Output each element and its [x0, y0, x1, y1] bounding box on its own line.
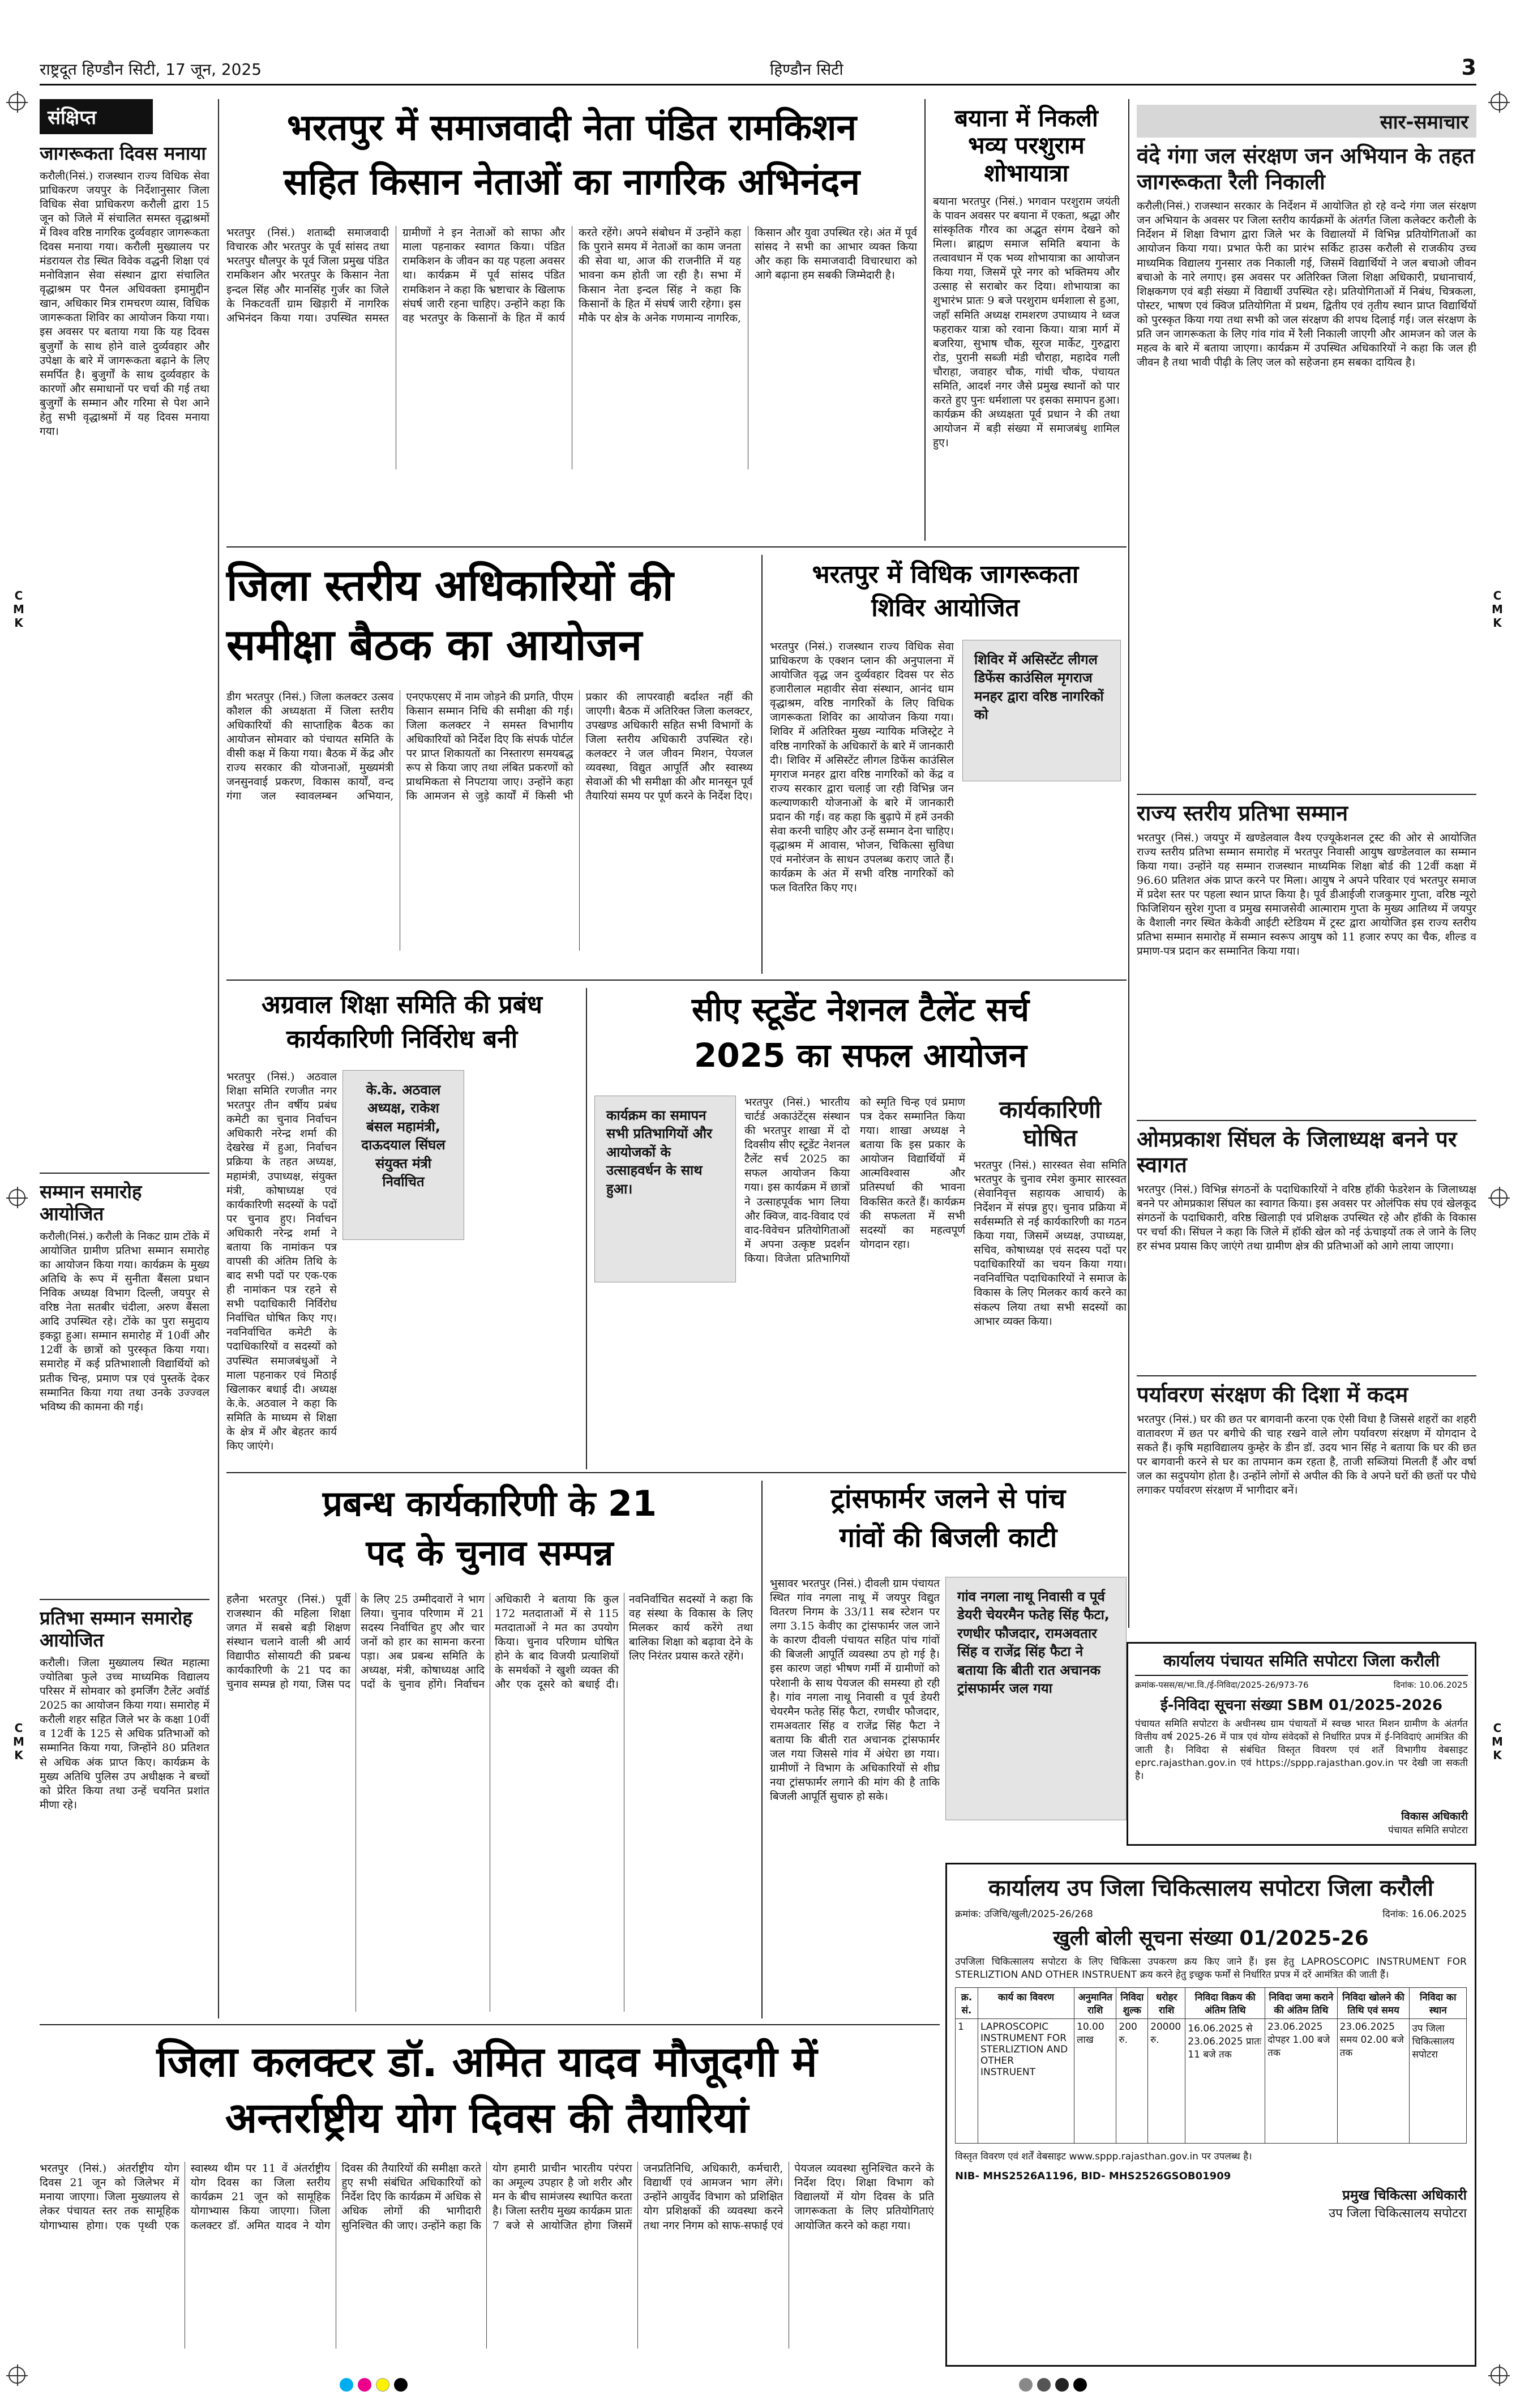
- row-rule: [226, 980, 1127, 981]
- table-cell: 23.06.2025 दोपहर 1.00 बजे तक: [1265, 2018, 1337, 2143]
- paryavaran-body: भरतपुर (निसं.) घर की छत पर बागवानी करना एक ऐसी विधा है जिससे शहरों का शहरी वातावरण में छत पर बगीचे की चाह रखने वाले लोग पर्यावरण संरक्षण में योगदान दे सकते हैं। कृषि महाविद्यालय कुम्हेर के डीन डॉ. उदय भान सिंह ने बताया कि घर की छत पर बागवानी करने से घर का तापमान कम रहता है, ताजी सब्जियां मिलती हैं और वर्षा जल का सदुपयोग होता है। उन्होंने लोगों से अपील की कि वे अपने घरों की छतों पर पौधे लगाकर पर्यावरण संरक्षण में भागीदार बनें।: [1137, 1413, 1476, 1496]
- ca-headline-line2: 2025 का सफल आयोजन: [694, 1036, 1027, 1075]
- yoga-headline-line1: जिला कलक्टर डॉ. अमित यादव मौजूदगी में: [156, 2038, 817, 2086]
- table-cell: 1: [956, 2018, 978, 2143]
- col-header: धरोहर राशि: [1148, 1987, 1185, 2018]
- page-number: 3: [1461, 55, 1476, 80]
- divider: [1137, 794, 1476, 795]
- legal-quote-box: शिविर में असिस्टेंट लीगल डिफेंस काउंसिल मृगराज मनहर द्वारा वरिष्ठ नागरिकों को: [962, 640, 1121, 781]
- agrawal-body-cont: [342, 1251, 577, 1455]
- color-dot: [1019, 2378, 1033, 2392]
- agrawal-headline-line2: कार्यकारिणी निर्विरोध बनी: [286, 1024, 518, 1054]
- col-header: निविदा खोलने की तिथि एवं समय: [1337, 1987, 1410, 2018]
- column-rule: [586, 988, 587, 1469]
- election-headline-line1: प्रबन्ध कार्यकारिणी के 21: [322, 1483, 657, 1524]
- cmk-marks-left-lower: C M K: [13, 1721, 24, 1762]
- hospital-date: दिनांक: 16.06.2025: [1382, 1909, 1467, 1920]
- legal-headline-line2: शिविर आयोजित: [871, 593, 1020, 622]
- table-header-row: [956, 1987, 1467, 2018]
- lead-body: भरतपुर (निसं.) शताब्दी समाजवादी विचारक और भरतपुर के पूर्व सांसद तथा भरतपुर धौलपुर के पूर्व जिला प्रमुख पंडित रामकिशन और भरतपुर के किसान नेता इन्दल सिंह और मानसिंह गुर्जर का जिले के निकटवर्ती ग्राम खिड़ारी में नागरिक अभिनंदन किया गया। उपस्थित समस्त ग्रामीणों ने इन नेताओं को साफा और माला पहनाकर स्वागत किया। पंडित रामकिशन के जीवन का यह पहला अवसर था। कार्यक्रम में पूर्व सांसद पंडित रामकिशन ने कहा कि भ्रष्टाचार के खिलाफ संघर्ष जारी रहना चाहिए। उन्होंने कहा कि वह भरतपुर के किसानों के हित में कार्य करते रहेंगे। अपने संबोधन में उन्होंने कहा कि पुराने समय में नेताओं का काम जनता की सेवा था, आज की राजनीति में यह भावना कम होती जा रही है। सभा में किसान नेता इन्दल सिंह ने कहा कि किसानों के हित में संघर्ष जारी रहेगा। इस मौके पर क्षेत्र के अनेक गणमान्य नागरिक, किसान और युवा उपस्थित रहे। अंत में पूर्व सांसद ने सभी का आभार व्यक्त किया और कहा कि समाजवादी विचारधारा को आगे बढ़ाना हम सबकी जिम्मेदारी है।: [226, 226, 917, 324]
- karyakarini-headline: कार्यकारिणी घोषित: [999, 1096, 1101, 1152]
- column-rule: [1128, 99, 1129, 1628]
- divider: [40, 1599, 209, 1600]
- cmk-marks-right-lower: C M K: [1492, 1721, 1503, 1762]
- pratibha-body: भरतपुर (निसं.) जयपुर में खण्डेलवाल वैश्य एज्यूकेशनल ट्रस्ट की ओर से आयोजित राज्य स्तरीय प्रतिभा सम्मान समारोह में भरतपुर निवासी आयुष खण्डेलवाल का सम्मान किया गया। उन्होंने यह सम्मान राजस्थान माध्यमिक शिक्षा बोर्ड की 12वीं कक्षा में 96.60 प्रतिशत अंक प्राप्त करने पर मिला। आयुष ने अपने परिवार एवं भरतपुर समाज में प्रदेश स्तर पर पहला स्थान प्राप्त किया है। पूर्व डीआईजी राजकुमार गुप्ता, वरिष्ठ न्यूरो फिजिशियन सुरेश गुप्ता व प्रमुख समाजसेवी आत्माराम गुप्ता के मुख्य आतिथ्य में जयपुर के वैशाली नगर स्थित केकेवी आईटी स्टेडियम में ट्रस्ट द्वारा आयोजित इस राज्य स्तरीय प्रतिभा सम्मान समारोह में सम्मान स्वरूप आयुष को 11 हजार रुपए का चैक, शील्ड व प्रमाण-पत्र प्रदान कर सम्मानित किया गया।: [1137, 831, 1476, 958]
- color-dot: [1037, 2378, 1051, 2392]
- col-header: निविदा शुल्क: [1116, 1987, 1148, 2018]
- registration-mark-icon: [8, 2367, 25, 2384]
- panchayat-office: कार्यालय पंचायत समिति सपोटरा जिला करौली: [1135, 1649, 1468, 1676]
- review-headline-line2: समीक्षा बैठक का आयोजन: [226, 619, 643, 670]
- row-rule: [226, 1472, 1127, 1473]
- hospital-office: कार्यालय उप जिला चिकित्सालय सपोटरा जिला करौली: [988, 1875, 1434, 1901]
- cmk-marks-right: C M K: [1492, 589, 1503, 630]
- hospital-notice: खुली बोली सूचना संख्या 01/2025-26: [1053, 1927, 1369, 1950]
- election-body: हलैना भरतपुर (निसं.) पूर्वी राजस्थान की महिला शिक्षा जगत में सबसे बड़ी शिक्षण संस्थान चलाने वाली श्री आर्य विद्यापीठ सोसायटी की प्रबन्ध कार्यकारिणी के 21 पद का चुनाव सम्पन्न हो गया, जिस पद के लिए 25 उम्मीदवारों ने भाग लिया। चुनाव परिणाम में 21 सदस्य निर्वाचित हुए और चार जनों को हार का सामना करना पड़ा। अब प्रबन्ध समिति के अध्यक्ष, मंत्री, कोषाध्यक्ष आदि पदों के चुनाव होंगे। निर्वाचन अधिकारी ने बताया कि कुल 172 मतदाताओं में से 115 मतदाताओं ने मत का उपयोग किया। चुनाव परिणाम घोषित होने के बाद विजयी प्रत्याशियों के समर्थकों ने खुशी व्यक्त की और एक दूसरे को बधाई दी। नवनिर्वाचित सदस्यों ने कहा कि वह संस्था के विकास के लिए मिलकर कार्य करेंगे तथा बालिका शिक्षा को बढ़ावा देने के लिए निरंतर प्रयास करते रहेंगे।: [226, 1593, 753, 1691]
- singhal-body: भरतपुर (निसं.) विभिन्न संगठनों के पदाधिकारियों ने वरिष्ठ हॉकी फेडरेशन के जिलाध्यक्ष बनने पर ओमप्रकाश सिंघल का स्वागत किया। इस अवसर पर ओलंपिक संघ एवं खेलकूद संगठनों के पदाधिकारी, वरिष्ठ खिलाड़ी एवं प्रशिक्षक उपस्थित रहे और हॉकी के विकास पर चर्चा की। सिंघल ने कहा कि जिले में हॉकी खेल को नई ऊंचाइयों तक ले जाने के लिए हर संभव प्रयास किए जाएंगे तथा ग्रामीण क्षेत्र की प्रतिभाओं को आगे लाया जाएगा।: [1137, 1183, 1476, 1253]
- parshuram-story: [933, 105, 1120, 546]
- ca-body: भरतपुर (निसं.) भारतीय चार्टर्ड अकाउंटेंट्स संस्थान की भरतपुर शाखा में दो दिवसीय सीए स्टूडेंट नेशनल टैलेंट सर्च 2025 का सफल आयोजन किया गया। इस कार्यक्रम में छात्रों ने उत्साहपूर्वक भाग लिया और क्विज, वाद-विवाद एवं वाद-विवेचन प्रतियोगिताओं में अपना उत्कृष्ट प्रदर्शन किया। विजेता प्रतिभागियों को स्मृति चिन्ह एवं प्रमाण पत्र देकर सम्मानित किया गया। शाखा अध्यक्ष ने बताया कि इस प्रकार के आयोजन विद्यार्थियों में आत्मविश्वास और प्रतिस्पर्धा की भावना विकसित करते हैं। कार्यक्रम की सफलता में सभी सदस्यों का महत्वपूर्ण योगदान रहा।: [744, 1096, 965, 1265]
- header-edition: हिण्डौन सिटी: [770, 60, 843, 79]
- agrawal-body: भरतपुर (निसं.) अठवाल शिक्षा समिति रणजीत नगर भरतपुर तीन वर्षीय प्रबंध कमेटी का चुनाव निर्वाचन अधिकारी नरेन्द्र शर्मा की देखरेख में हुआ, निर्वाचन प्रक्रिया के तहत अध्यक्ष, महामंत्री, उपाध्यक्ष, संयुक्त मंत्री, कोषाध्यक्ष एवं कार्यकारिणी सदस्यों के पदों पर चुनाव हुए। निर्वाचन अधिकारी नरेन्द्र शर्मा ने बताया कि नामांकन पत्र वापसी की अंतिम तिथि के बाद सभी पदों पर एक-एक ही नामांकन पत्र रहने से सभी पदाधिकारी निर्विरोध निर्वाचित घोषित किए गए। नवनिर्वाचित कमेटी के पदाधिकारियों व सदस्यों को उपस्थित समाजबंधुओं ने माला पहनाकर एवं मिठाई खिलाकर बधाई दी। अध्यक्ष के.के. अठवाल ने कहा कि समिति के माध्यम से शिक्षा के क्षेत्र में और बेहतर कार्य किए जाएंगे।: [226, 1071, 337, 1453]
- hospital-ref-row: [955, 1907, 1467, 1920]
- panchayat-text: पंचायत समिति सपोटरा के अधीनस्थ ग्राम पंचायतों में स्वच्छ भारत मिशन ग्रामीण के अंतर्गत वित्तीय वर्ष 2025-26 में पात्र एवं योग्य संवेदकों से निर्धारित प्रपत्र में ई-निविदाएं आमंत्रित की जाती है। निविदा से संबंधित विस्तृत विवरण एवं शर्तें विभागीय वेबसाइट eprc.rajasthan.gov.in एवं https://sppp.rajasthan.gov.in पर देखी जा सकती है।: [1135, 1718, 1468, 1782]
- karyakarini-body: भरतपुर (निसं.) सारस्वत सेवा समिति भरतपुर के चुनाव रमेश कुमार सारस्वत (सेवानिवृत्त सहायक आचार्य) के निर्देशन में संपन्न हुए। चुनाव प्रक्रिया में सर्वसम्मति से नई कार्यकारिणी का गठन किया गया, जिसमें अध्यक्ष, उपाध्यक्ष, सचिव, कोषाध्यक्ष एवं सदस्य पदों पर पदाधिकारियों का चयन किया गया। नवनिर्वाचित पदाधिकारियों ने समाज के विकास के लिए मिलकर कार्य करने का संकल्प लिया तथा सभी सदस्यों का आभार व्यक्त किया।: [974, 1158, 1127, 1328]
- col-header: अनुमानित राशि: [1074, 1987, 1116, 2018]
- sar-samachar-column: [1137, 105, 1476, 1633]
- review-headline-line1: जिला स्तरीय अधिकारियों की: [226, 560, 674, 610]
- ca-headline-line1: सीए स्टूडेंट नेशनल टैलेंट सर्च: [691, 990, 1030, 1029]
- hospital-intro: उपजिला चिकित्सालय सपोटरा के लिए चिकित्सा उपकरण क्रय किए जाने हैं। इस हेतु LAPROSCOPIC INSTRUMENT FOR STERLIZTION AND OTHER INSTRUENT क्रय करने हेतु इच्छुक फर्मों से निर्धारित प्रपत्र में दरें आमंत्रित की जाती हैं।: [955, 1956, 1467, 1981]
- yoga-story: [40, 2038, 934, 2367]
- table-row: [956, 2018, 1467, 2143]
- karyakarini-story: [974, 1096, 1127, 1458]
- registration-mark-icon: [1491, 1189, 1508, 1206]
- hospital-tender-table: [955, 1987, 1467, 2144]
- divider: [1137, 1120, 1476, 1121]
- review-body: डीग भरतपुर (निसं.) जिला कलक्टर उत्सव कौशल की अध्यक्षता में जिला स्तरीय अधिकारियों की साप्ताहिक बैठक का आयोजन सोमवार को पंचायत समिति के वीसी कक्ष में किया गया। बैठक में केंद्र और राज्य सरकार की योजनाओं, मुख्यमंत्री जनसुनवाई प्रकरण, विकास कार्यों, वन्द गंगा जल स्वावलम्बन अभियान, एनएफएसए में नाम जोड़ने की प्रगति, पीएम किसान सम्मान निधि की समीक्षा की गई। जिला कलक्टर ने समस्त विभागीय अधिकारियों को निर्देश दिए कि संपर्क पोर्टल पर प्राप्त शिकायतों का निस्तारण समयबद्ध रूप से किया जाए तथा लंबित प्रकरणों को प्राथमिकता से निपटाया जाए। उन्होंने कहा कि आमजन से जुड़े कार्यों में किसी भी प्रकार की लापरवाही बर्दाश्त नहीं की जाएगी। बैठक में अतिरिक्त जिला कलक्टर, उपखण्ड अधिकारी सहित सभी विभागों के जिला स्तरीय अधिकारी उपस्थित रहे। कलक्टर ने जल जीवन मिशन, पेयजल व्यवस्था, विद्युत आपूर्ति और स्वास्थ्य सेवाओं की भी समीक्षा की और मानसून पूर्व तैयारियां समय पर पूर्ण करने के निर्देश दिए।: [226, 690, 753, 803]
- table-cell: 20000 रु.: [1148, 2018, 1185, 2143]
- legal-camp-story: [770, 561, 1121, 968]
- col-header: निविदा विक्रय की अंतिम तिथि: [1185, 1987, 1265, 2018]
- sankshipt-item: [40, 1181, 209, 1592]
- item-title: जागरूकता दिवस मनाया: [40, 142, 206, 164]
- divider: [1137, 1375, 1476, 1376]
- header-dateline: राष्ट्रदूत हिण्डौन सिटी, 17 जून, 2025: [40, 60, 262, 79]
- registration-mark-icon: [8, 93, 25, 110]
- item-body: करौली(निसं.) करौली के निकट ग्राम टोंके में आयोजित ग्रामीण प्रतिभा सम्मान समारोह का आयोजन किया गया। कार्यक्रम के मुख्य अतिथि के रूप में सुनीता बैंसला प्रधान निविक अध्यक्ष विभाग दिल्ली, जयपुर से वरिष्ठ नेता सतबीर चंदीला, अरुण बैंसला आदि उपस्थित रहे। टोंके का पुरा समुदाय इकट्ठा हुआ। सम्मान समारोह में 10वीं और 12वीं के छात्रों को पुरस्कृत किया गया। समारोह में कई प्रतिभाशाली विद्यार्थियों को प्रतीक चिन्ह, प्रमाण पत्र एवं पुस्तकें देकर सम्मानित किया गया तथा उनके उज्ज्वल भविष्य की कामना की गई।: [40, 1230, 209, 1413]
- legal-headline-line1: भरतपुर में विधिक जागरूकता: [812, 560, 1079, 589]
- panchayat-sign2: पंचायत समिति सपोटरा: [1388, 1825, 1468, 1836]
- item-body: करौली(निसं.) राजस्थान राज्य विधिक सेवा प्राधिकरण जयपुर के निर्देशानुसार जिला विधिक सेवा प्राधिकरण करौली द्वारा 15 जून को जिले में संचालित समस्त वृद्धाश्रमों में विश्व वरिष्ठ नागरिक दुर्व्यवहार जागरूकता दिवस मनाया गया। करौली मुख्यालय पर मंडरायल रोड स्थित विवेक वद्धनी शिक्षा एवं मनोविज्ञान सेवा संस्थान द्वारा संचालित वृद्धाश्रम पर पैनल अधिवक्ता इमामुद्दीन खान, अधिकार मित्र रामचरण व्यास, विधिक जागरूकता शिविर का आयोजन किया गया। इस अवसर पर बताया गया कि यह दिवस बुजुर्गों के साथ होने वाले दुर्व्यवहार और उपेक्षा के बारे में जागरूकता बढ़ाने के लिए समर्पित है। बुजुर्गों के साथ दुर्व्यवहार के कारणों और समाधानों पर चर्चा की गई तथा बुजुर्गों के सम्मान और गरिमा से पेश आने हेतु सभी वृद्धाश्रमों में यह दिवस मनाया गया।: [40, 169, 209, 438]
- registration-mark-icon: [8, 1189, 25, 1206]
- hospital-tender-ad: [945, 1863, 1476, 2367]
- legal-body: भरतपुर (निसं.) राजस्थान राज्य विधिक सेवा प्राधिकरण के एक्शन प्लान की अनुपालना में आयोजित वृद्ध जन दुर्व्यवहार दिवस पर सेठ हजारीलाल महावीर सेवा संस्थान, आनंद धाम वृद्धाश्रम, वरिष्ठ नागरिकों के लिए विधिक जागरूकता शिविर का आयोजन किया गया। शिविर में अतिरिक्त मुख्य न्यायिक मजिस्ट्रेट ने वरिष्ठ नागरिकों के अधिकारों के बारे में जानकारी दी। शिविर में असिस्टेंट लीगल डिफेंस काउंसिल मृगराज मनहर द्वारा वरिष्ठ नागरिकों को केंद्र व राज्य सरकार द्वारा चलाई जा रही विभिन्न जन कल्याणकारी योजनाओं के बारे में जानकारी प्रदान की गई। वह कहा कि बुढ़ापे में हमें उनकी सेवा करनी चाहिए और उन्हें सम्मान देना चाहिए। वृद्धाश्रम में आवास, भोजन, चिकित्सा सुविधा एवं मनोरंजन के साधन उपलब्ध कराए जाते हैं। कार्यक्रम के अंत में सभी वरिष्ठ नागरिकों को फल वितरित किए गए।: [770, 640, 954, 895]
- table-cell: 23.06.2025 समय 02.00 बजे तक: [1337, 2018, 1410, 2143]
- column-rule: [761, 555, 763, 974]
- agrawal-story: [226, 991, 577, 1461]
- column-rule: [924, 99, 926, 541]
- ganga-body: करौली(निसं.) राजस्थान सरकार के निर्देशन में आयोजित हो रहे वन्दे गंगा जल संरक्षण जन अभियान के अवसर पर जिला स्तरीय कार्यक्रमों के अंतर्गत जिला कलेक्टर करौली के निर्देशन में शिक्षा विभाग द्वारा जिले भर के विद्यालयों में विभिन्न प्रतियोगिताओं का आयोजन किया गया। प्रभात फेरी का प्रारंभ सर्किट हाउस करौली से राजकीय उच्च माध्यमिक विद्यालय गुनसार तक निकाली गई, जिसमें विद्यार्थियों ने जल बचाओ जीवन बचाओ के नारे लगाए। इस अवसर पर अतिरिक्त जिला शिक्षा अधिकारी, प्रधानाचार्य, शिक्षकगण एवं बड़ी संख्या में विद्यार्थी उपस्थित रहे। प्रतियोगिताओं में निबंध, चित्रकला, पोस्टर, भाषण एवं क्विज प्रतियोगिता में प्रथम, द्वितीय एवं तृतीय स्थान प्राप्त विद्यार्थियों को पुरस्कृत किया गया तथा सभी को जल संरक्षण की शपथ दिलाई गई। जल संरक्षण के प्रति जन जागरूकता के लिए गांव गांव में रैली निकाली जाएगी और आमजन को जल के महत्व के बारे में बताया जाएगा। कार्यक्रम में उपस्थित अधिकारियों ने कहा कि जल ही जीवन है तथा भावी पीढ़ी के लिए जल को सहेजना हम सबका दायित्व है।: [1137, 200, 1476, 369]
- panchayat-tender-ad: [1127, 1642, 1476, 1846]
- color-dot: [1073, 2378, 1087, 2392]
- hospital-sign: प्रमुख चिकित्सा अधिकारी: [1342, 2187, 1467, 2203]
- column-rule: [761, 1481, 763, 2018]
- color-dot: [340, 2378, 353, 2392]
- transformer-headline-line2: गांवों की बिजली काटी: [839, 1522, 1057, 1554]
- table-cell: 16.06.2025 से 23.06.2025 प्रातः 11 बजे तक: [1185, 2018, 1265, 2143]
- parshuram-body: बयाना भरतपुर (निसं.) भगवान परशुराम जयंती के पावन अवसर पर बयाना में एकता, श्रद्धा और सांस्कृतिक गौरव का अद्भुत संगम देखने को मिला। ब्राह्मण समाज समिति बयाना के तत्वावधान में एक भव्य शोभायात्रा का आयोजन किया गया, जिसमें पूरे नगर को भक्तिमय और उत्साह से सराबोर कर दिया। शोभायात्रा का शुभारंभ प्रातः 9 बजे परशुराम धर्मशाला से हुआ, जहाँ समिति अध्यक्ष रामशरण उपाध्याय ने ध्वज फहराकर यात्रा को रवाना किया। यात्रा मार्ग में बजरिया, सुभाष चौक, सूरज मार्केट, गुरुद्वारा रोड, पुरानी सब्जी मंडी चौराहा, महादेव गली चौराहा, जवाहर चौक, गांधी चौक, पंचायत समिति, आदर्श नगर जैसे प्रमुख स्थानों को पार करते हुए पुनः धर्मशाला पर इसका समापन हुआ। कार्यक्रम की अध्यक्षता पूर्व प्रधान ने की तथा आयोजन में बड़ी संख्या में समाजबंधु शामिल हुए।: [933, 195, 1120, 450]
- parshuram-headline: बयाना में निकली भव्य परशुराम शोभायात्रा: [954, 104, 1098, 187]
- ca-quote-box: कार्यक्रम का समापन सभी प्रतिभागियों और आयोजकों के उत्साहवर्धन के साथ हुआ।: [594, 1096, 736, 1282]
- registration-mark-icon: [1491, 2367, 1508, 2384]
- col-header: निविदा का स्थान: [1410, 1987, 1467, 2018]
- panchayat-sign: विकास अधिकारी: [1401, 1810, 1468, 1823]
- singhal-headline: ओमप्रकाश सिंघल के जिलाध्यक्ष बनने पर स्वागत: [1137, 1126, 1457, 1178]
- hospital-footer-note: विस्तृत विवरण एवं शर्तें वेबसाइट www.sppp.rajasthan.gov.in पर उपलब्ध है।: [955, 2150, 1252, 2162]
- column-rule: [218, 99, 219, 2018]
- hospital-sign2: उप जिला चिकित्सालय सपोटरा: [1329, 2206, 1467, 2221]
- item-title: सम्मान समारोह आयोजित: [40, 1180, 142, 1225]
- table-cell: उप जिला चिकित्सालय सपोटरा: [1410, 2018, 1467, 2143]
- transformer-quote-box: गांव नगला नाथू निवासी व पूर्व डेयरी चेयरमैन फतेह सिंह फैटा, रणधीर फौजदार, रामअवतार सिंह व राजेंद्र सिंह फैटा ने बताया कि बीती रात अचानक ट्रांसफार्मर जल गया: [945, 1577, 1127, 1820]
- agrawal-quote-box: के.के. अठवाल अध्यक्ष, राकेश बंसल महामंत्री, दाऊदयाल सिंघल संयुक्त मंत्री निर्वाचित: [342, 1070, 464, 1240]
- row-rule: [40, 2024, 940, 2025]
- table-cell: 10.00 लाख: [1074, 2018, 1116, 2143]
- sankshipt-item: [40, 142, 209, 1166]
- cmk-marks-left: C M K: [13, 589, 24, 630]
- color-dot: [376, 2378, 389, 2392]
- yoga-headline-line2: अन्तर्राष्ट्रीय योग दिवस की तैयारियां: [225, 2094, 749, 2143]
- sankshipt-item: [40, 1607, 209, 2007]
- col-header: क्र. सं.: [956, 1987, 978, 2018]
- color-dot: [394, 2378, 408, 2392]
- hospital-ref: क्रमांक: उजिचि/खुली/2025-26/268: [955, 1909, 1093, 1920]
- item-body: करौली। जिला मुख्यालय स्थित महात्मा ज्योतिबा फुले उच्च माध्यमिक विद्यालय परिसर में सोमवार को इमर्जिंग टैलेंट अवॉर्ड 2025 का आयोजन किया गया। समारोह में करौली शहर सहित जिले भर के कक्षा 10वीं व 12वीं के 125 से अधिक प्रतिभाओं को सम्मानित किया गया, जिन्होंने 80 प्रतिशत से अधिक अंक प्राप्त किए। कार्यक्रम के मुख्य अतिथि पुलिस उप अधीक्षक ने बच्चों को प्रेरित किया तथा उन्हें चयनित प्रशांत मीणा रहे।: [40, 1656, 209, 1811]
- lead-headline-line1: भरतपुर में समाजवादी नेता पंडित रामकिशन: [286, 107, 857, 149]
- panchayat-ref-row: [1135, 1679, 1468, 1691]
- color-dot: [358, 2378, 371, 2392]
- transformer-headline-line1: ट्रांसफार्मर जलने से पांच: [830, 1483, 1066, 1515]
- panchayat-notice: ई-निविदा सूचना संख्या SBM 01/2025-2026: [1160, 1697, 1443, 1714]
- pratibha-headline: राज्य स्तरीय प्रतिभा सम्मान: [1137, 801, 1348, 826]
- table-cell: LAPROSCOPIC INSTRUMENT FOR STERLIZTION AND OTHER INSTRUENT: [978, 2018, 1074, 2143]
- election-headline-line2: पद के चुनाव सम्पन्न: [366, 1532, 614, 1574]
- page-header: [40, 54, 1476, 85]
- sankshipt-column: [40, 99, 209, 2013]
- table-cell: 200 रु.: [1116, 2018, 1148, 2143]
- election-story: [226, 1483, 753, 2016]
- row-rule: [226, 546, 1127, 548]
- transformer-body: भुसावर भरतपुर (निसं.) दीवली ग्राम पंचायत स्थित गांव नगला नाथू में जयपुर विद्युत वितरण निगम के 33/11 सब स्टेशन पर लगा 3.15 केवीए का ट्रांसफार्मर जल जाने के कारण दीवली पंचायत सहित पांच गांवों की बिजली आपूर्ति व्यवस्था ठप हो गई है। इस कारण जहां भीषण गर्मी में ग्रामीणों को परेशानी के साथ पेयजल की समस्या हो रही है। गांव नगला नाथू निवासी व पूर्व डेयरी चेयरमैन फतेह सिंह फैटा, रणधीर फौजदार, रामअवतार सिंह व राजेंद्र सिंह फैटा ने बताया कि बीती रात अचानक ट्रांसफार्मर जल गया जिससे गांव में अंधेरा छा गया। ग्रामीणों ने विभाग के अधिकारियों से शीघ्र नया ट्रांसफार्मर लगाने की मांग की है ताकि बिजली आपूर्ति सुचारु हो सके।: [770, 1577, 940, 1803]
- ca-talent-story: [594, 991, 1127, 1461]
- lead-story: [226, 108, 917, 504]
- registration-mark-icon: [1491, 93, 1508, 110]
- paryavaran-headline: पर्यावरण संरक्षण की दिशा में कदम: [1137, 1382, 1408, 1407]
- review-meeting-story: [226, 561, 753, 968]
- item-title: प्रतिभा सम्मान समारोह आयोजित: [40, 1606, 192, 1652]
- yoga-body: भरतपुर (निसं.) अंतर्राष्ट्रीय योग दिवस 21 जून को जिलेभर में मनाया जाएगा। जिला मुख्यालय से लेकर पंचायत स्तर तक सामूहिक योगाभ्यास होगा। एक पृथ्वी एक स्वास्थ्य थीम पर 11 वें अंतर्राष्ट्रीय योग दिवस का जिला स्तरीय कार्यक्रम 21 जून को सामूहिक योगाभ्यास किया जाएगा। जिला कलक्टर डॉ. अमित यादव ने योग दिवस की तैयारियों की समीक्षा करते हुए सभी संबंधित अधिकारियों को निर्देश दिए कि कार्यक्रम में अधिक से अधिक लोगों की भागीदारी सुनिश्चित की जाए। उन्होंने कहा कि योग हमारी प्राचीन भारतीय परंपरा का अमूल्य उपहार है जो शरीर और मन के बीच सामंजस्य स्थापित करता है। जिला स्तरीय मुख्य कार्यक्रम प्रातः 7 बजे से आयोजित होगा जिसमें जनप्रतिनिधि, अधिकारी, कर्मचारी, विद्यार्थी एवं आमजन भाग लेंगे। उन्होंने आयुर्वेद विभाग को प्रशिक्षित योग प्रशिक्षकों की व्यवस्था करने तथा नगर निगम को साफ-सफाई एवं पेयजल व्यवस्था सुनिश्चित करने के निर्देश दिए। शिक्षा विभाग को विद्यालयों में योग दिवस के प्रति जागरूकता के लिए प्रतियोगिताएं आयोजित करने को कहा गया।: [40, 2162, 934, 2232]
- divider: [40, 1173, 209, 1174]
- sankshipt-label: संक्षिप्त: [40, 99, 153, 134]
- panchayat-date: दिनांक: 10.06.2025: [1393, 1680, 1468, 1690]
- lead-headline-line2: सहित किसान नेताओं का नागरिक अभिनंदन: [283, 161, 860, 203]
- agrawal-headline-line1: अग्रवाल शिक्षा समिति की प्रबंध: [262, 990, 542, 1019]
- color-dot: [1055, 2378, 1069, 2392]
- hospital-nib: NIB- MHS2526A1196, BID- MHS2526GSOB01909: [955, 2170, 1231, 2182]
- sar-samachar-label: सार-समाचार: [1137, 105, 1476, 138]
- panchayat-ref: क्रमांक-पसस/स/भा.वि./ई-निविदा/2025-26/973-76: [1135, 1680, 1309, 1690]
- col-header: निविदा जमा कराने की अंतिम तिथि: [1265, 1987, 1337, 2018]
- col-header: कार्य का विवरण: [978, 1987, 1074, 2018]
- ganga-headline: वंदे गंगा जल संरक्षण जन अभियान के तहत जागरूकता रैली निकाली: [1137, 143, 1475, 194]
